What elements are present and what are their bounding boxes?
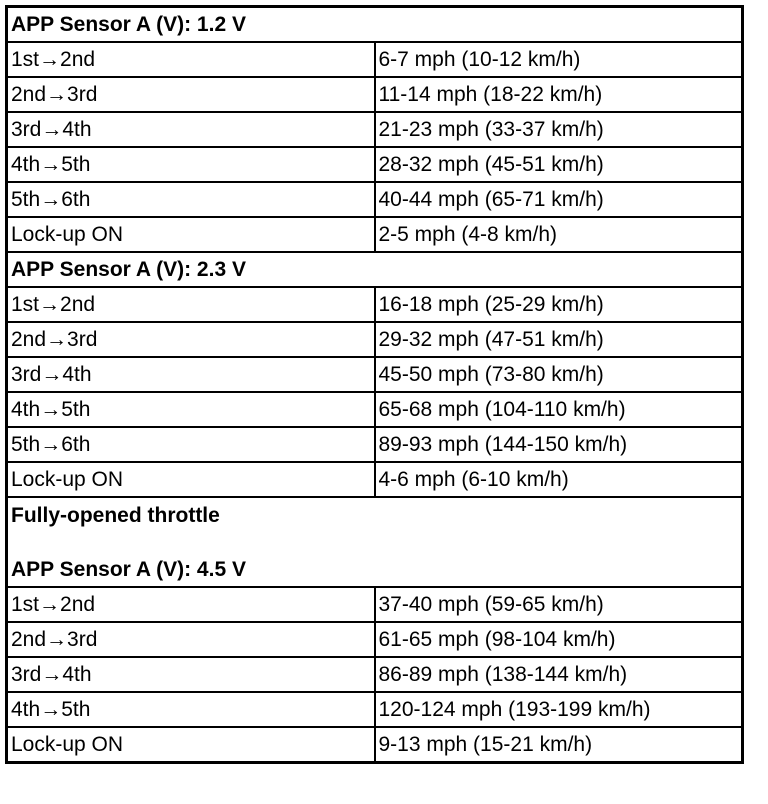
section-header-row <box>7 497 743 587</box>
shift-cell: 1st→2nd <box>7 42 375 77</box>
table-row <box>7 322 743 357</box>
speed-cell: 61-65 mph (98-104 km/h) <box>375 622 743 657</box>
shift-cell: 1st→2nd <box>7 287 375 322</box>
table-row <box>7 77 743 112</box>
shift-cell: 4th→5th <box>7 392 375 427</box>
shift-cell: 3rd→4th <box>7 357 375 392</box>
spacer <box>11 529 741 556</box>
section-title: APP Sensor A (V): 2.3 V <box>7 252 743 287</box>
speed-cell: 28-32 mph (45-51 km/h) <box>375 147 743 182</box>
speed-cell: 4-6 mph (6-10 km/h) <box>375 462 743 497</box>
shift-cell: 1st→2nd <box>7 587 375 622</box>
table-row <box>7 427 743 462</box>
section-title: APP Sensor A (V): 4.5 V <box>11 557 246 581</box>
section-header-row <box>7 7 743 43</box>
shift-cell: 4th→5th <box>7 692 375 727</box>
speed-cell: 9-13 mph (15-21 km/h) <box>375 727 743 763</box>
table-row <box>7 587 743 622</box>
shift-cell: 5th→6th <box>7 182 375 217</box>
table-row <box>7 392 743 427</box>
shift-cell: 3rd→4th <box>7 112 375 147</box>
speed-cell: 6-7 mph (10-12 km/h) <box>375 42 743 77</box>
speed-cell: 65-68 mph (104-110 km/h) <box>375 392 743 427</box>
shift-cell: 2nd→3rd <box>7 77 375 112</box>
shift-cell: 3rd→4th <box>7 657 375 692</box>
table-row <box>7 287 743 322</box>
table-row <box>7 692 743 727</box>
table-row <box>7 147 743 182</box>
table-row <box>7 357 743 392</box>
speed-cell: 16-18 mph (25-29 km/h) <box>375 287 743 322</box>
shift-speed-table <box>5 5 744 764</box>
section-subtitle: Fully-opened throttle <box>11 503 220 527</box>
speed-cell: 21-23 mph (33-37 km/h) <box>375 112 743 147</box>
shift-cell: Lock-up ON <box>7 217 375 252</box>
shift-cell: 4th→5th <box>7 147 375 182</box>
table-row <box>7 42 743 77</box>
speed-cell: 40-44 mph (65-71 km/h) <box>375 182 743 217</box>
shift-cell: Lock-up ON <box>7 727 375 763</box>
shift-cell: 5th→6th <box>7 427 375 462</box>
speed-cell: 37-40 mph (59-65 km/h) <box>375 587 743 622</box>
table-row <box>7 622 743 657</box>
table-row <box>7 112 743 147</box>
shift-cell: 2nd→3rd <box>7 622 375 657</box>
table-row <box>7 462 743 497</box>
section-title-block <box>7 497 743 587</box>
section-header-row <box>7 252 743 287</box>
speed-cell: 29-32 mph (47-51 km/h) <box>375 322 743 357</box>
table-row <box>7 182 743 217</box>
section-title: APP Sensor A (V): 1.2 V <box>7 7 743 43</box>
table-row <box>7 217 743 252</box>
table-row <box>7 727 743 763</box>
speed-cell: 120-124 mph (193-199 km/h) <box>375 692 743 727</box>
shift-cell: 2nd→3rd <box>7 322 375 357</box>
speed-cell: 2-5 mph (4-8 km/h) <box>375 217 743 252</box>
speed-cell: 45-50 mph (73-80 km/h) <box>375 357 743 392</box>
speed-cell: 89-93 mph (144-150 km/h) <box>375 427 743 462</box>
speed-cell: 11-14 mph (18-22 km/h) <box>375 77 743 112</box>
speed-cell: 86-89 mph (138-144 km/h) <box>375 657 743 692</box>
table-row <box>7 657 743 692</box>
shift-cell: Lock-up ON <box>7 462 375 497</box>
